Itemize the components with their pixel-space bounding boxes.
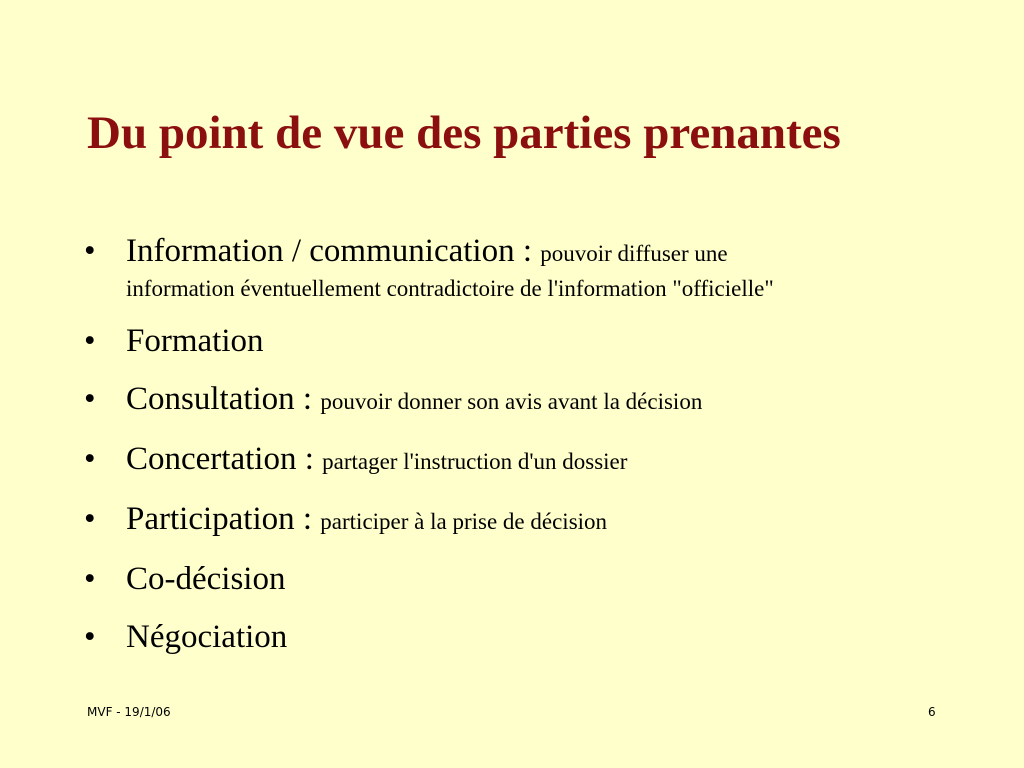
bullet-detail: pouvoir diffuser une — [540, 241, 728, 266]
bullet-term: Information / communication : — [126, 233, 532, 269]
bullet-icon: • — [84, 501, 96, 537]
bullet-detail: partager l'instruction d'un dossier — [322, 449, 628, 474]
bullet-item-formation — [84, 320, 964, 363]
bullet-detail: pouvoir donner son avis avant la décision — [320, 389, 703, 414]
bullet-term: Consultation : — [126, 381, 313, 417]
bullet-item-consultation — [84, 378, 964, 423]
bullet-item-negociation — [84, 616, 964, 659]
bullet-term: Co-décision — [126, 561, 286, 597]
bullet-item-concertation — [84, 438, 964, 483]
bullet-item-participation — [84, 498, 964, 543]
bullet-item-information — [84, 230, 964, 307]
bullet-detail-continuation: information éventuellement contradictoire de l'information "officielle" — [126, 276, 774, 301]
footer-date: MVF - 19/1/06 — [87, 705, 171, 719]
bullet-item-co-decision — [84, 558, 964, 601]
bullet-term: Formation — [126, 323, 264, 359]
bullet-icon: • — [84, 233, 96, 269]
page-number: 6 — [928, 705, 936, 719]
bullet-icon: • — [84, 323, 96, 359]
bullet-term: Négociation — [126, 619, 288, 655]
bullet-icon: • — [84, 561, 96, 597]
bullet-term: Participation : — [126, 501, 313, 537]
bullet-icon: • — [84, 381, 96, 417]
bullet-detail: participer à la prise de décision — [320, 509, 608, 534]
slide-title: Du point de vue des parties prenantes — [87, 107, 841, 159]
bullet-term: Concertation : — [126, 441, 314, 477]
bullet-icon: • — [84, 441, 96, 477]
bullet-icon: • — [84, 619, 96, 655]
bullet-list — [84, 230, 964, 674]
